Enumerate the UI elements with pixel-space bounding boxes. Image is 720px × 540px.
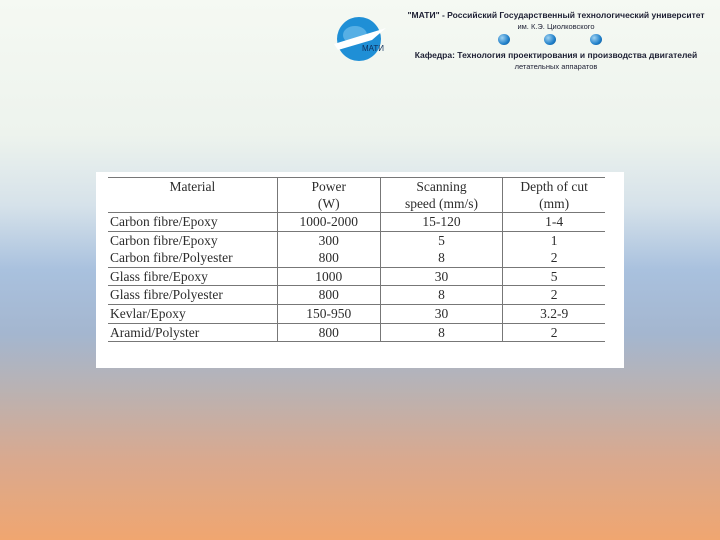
cell-scanning-speed: 30 xyxy=(380,304,503,323)
cell-scanning-speed: 8 xyxy=(380,286,503,305)
cell-material: Kevlar/Epoxy xyxy=(108,304,277,323)
cell-scanning-speed: 30 xyxy=(380,267,503,286)
table-header-row xyxy=(108,178,605,213)
table-row xyxy=(108,286,605,305)
cell-material: Carbon fibre/Epoxy xyxy=(110,232,218,248)
cell-depth-of-cut: 2 xyxy=(503,249,605,267)
cell-scanning-speed: 5 xyxy=(380,231,503,249)
mati-logo xyxy=(332,14,388,64)
department-line-2: летательных аппаратов xyxy=(514,62,598,71)
table-row xyxy=(108,213,605,232)
cell-power: 800 xyxy=(277,286,380,305)
cell-material: Carbon fibre/Epoxy xyxy=(108,213,277,232)
column-header-scanning-speed: Scanning speed (mm/s) xyxy=(380,178,503,213)
cell-material: Glass fibre/Epoxy xyxy=(108,267,277,286)
university-name xyxy=(396,10,716,32)
cell-power: 150-950 xyxy=(277,304,380,323)
table-row xyxy=(108,249,605,267)
cell-material: Carbon fibre/Polyester xyxy=(108,249,277,267)
cell-depth-of-cut: 5 xyxy=(503,267,605,286)
cell-depth-of-cut: 1 xyxy=(503,231,605,249)
table-image xyxy=(96,172,624,368)
university-line-1: "МАТИ" - Российский Государственный технологический университет xyxy=(407,10,705,20)
university-line-2: им. К.Э. Циолковского xyxy=(517,22,595,31)
cell-material: Glass fibre/Polyester xyxy=(108,286,277,305)
table-row xyxy=(108,267,605,286)
cell-scanning-speed: 8 xyxy=(380,323,503,342)
cell-scanning-speed: 15-120 xyxy=(380,213,503,232)
cell-depth-of-cut: 3.2-9 xyxy=(503,304,605,323)
cell-depth-of-cut: 1-4 xyxy=(503,213,605,232)
table-row xyxy=(108,323,605,342)
table-row xyxy=(108,304,605,323)
column-header-power: Power (W) xyxy=(277,178,380,213)
column-header-material: Material xyxy=(108,178,277,213)
globe-icon xyxy=(498,34,510,45)
cell-material: Aramid/Polyster xyxy=(108,323,277,342)
cell-power: 1000 xyxy=(277,267,380,286)
cell-depth-of-cut: 2 xyxy=(503,286,605,305)
logo-text: МАТИ xyxy=(362,44,385,53)
cell-depth-of-cut: 2 xyxy=(503,323,605,342)
cell-power: 800 xyxy=(277,249,380,267)
department-line-1: Кафедра: Технология проектирования и производства двигателей xyxy=(414,50,698,60)
department-name xyxy=(396,50,716,72)
cell-power: 300 xyxy=(277,231,380,249)
column-header-depth-of-cut: Depth of cut (mm) xyxy=(503,178,605,213)
header-decoration xyxy=(494,33,614,47)
cell-power: 1000-2000 xyxy=(277,213,380,232)
cell-power: 800 xyxy=(277,323,380,342)
laser-cutting-table xyxy=(108,177,605,342)
cell-scanning-speed: 8 xyxy=(380,249,503,267)
slide-header xyxy=(0,0,720,90)
globe-icon xyxy=(590,34,602,45)
table-row xyxy=(108,231,605,249)
globe-icon xyxy=(544,34,556,45)
